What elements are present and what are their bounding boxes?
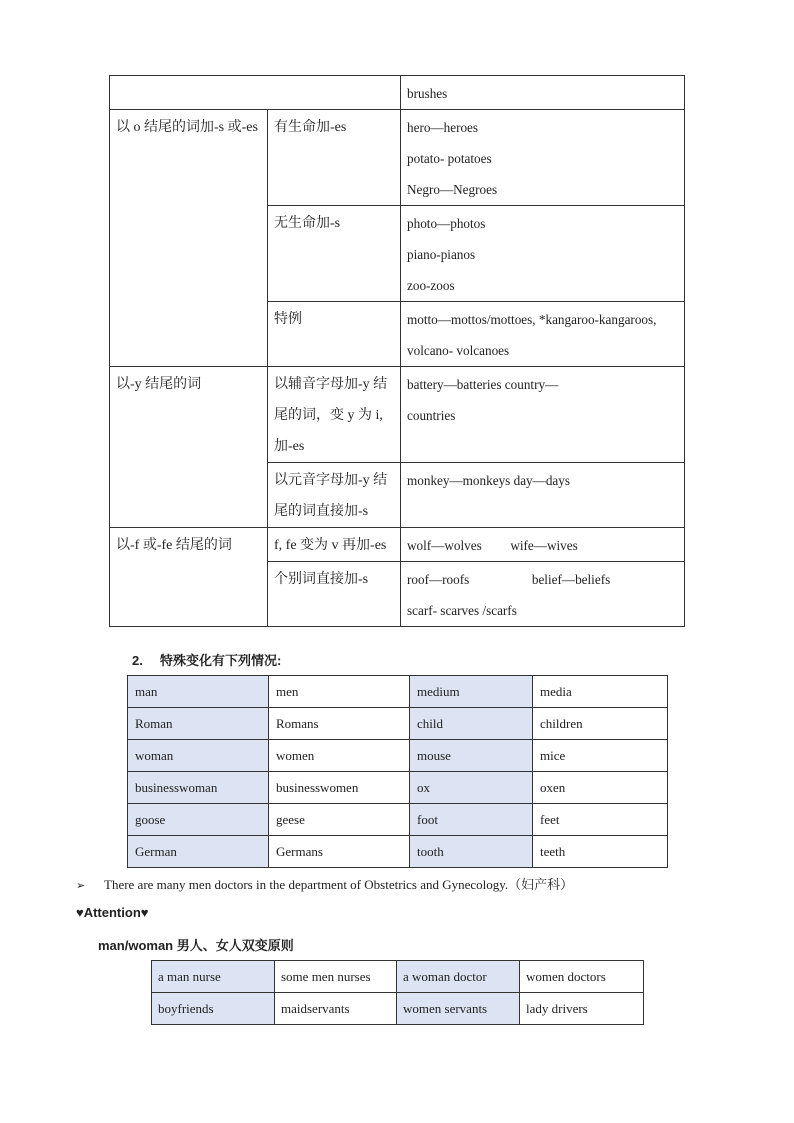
rule-cell — [268, 562, 401, 627]
category-f-ending — [110, 528, 268, 627]
plural-cell: oxen — [533, 772, 668, 804]
singular-cell: tooth — [410, 836, 533, 868]
singular-cell: goose — [128, 804, 269, 836]
rule-label: 特例 — [274, 312, 302, 327]
example-text: monkey—monkeys — [407, 473, 511, 488]
rule-label: 加-es — [274, 439, 305, 454]
plural-cell: maidservants — [275, 993, 397, 1025]
rule-cell — [268, 206, 401, 302]
section-title: 特殊变化有下列情况: — [160, 653, 282, 668]
singular-cell: ox — [410, 772, 533, 804]
rule-cell — [268, 528, 401, 562]
singular-cell: women servants — [397, 993, 520, 1025]
example-text: hero—heroes — [407, 120, 479, 135]
example-text: countries — [407, 408, 456, 423]
rule-label: 尾的词，变 y 为 i, — [274, 408, 383, 423]
plural-cell: media — [533, 676, 668, 708]
attention-heading: ♥Attention♥ — [76, 905, 149, 920]
example-line — [407, 369, 678, 400]
example-text: photo—photos — [407, 216, 486, 231]
plural-cell: Romans — [269, 708, 410, 740]
plural-cell: mice — [533, 740, 668, 772]
category-label: 以 o 结尾的词加-s 或-es — [116, 120, 258, 135]
empty-cell — [110, 76, 401, 110]
table-row — [152, 993, 644, 1025]
plural-cell: Germans — [269, 836, 410, 868]
singular-cell: woman — [128, 740, 269, 772]
table-row — [110, 528, 685, 562]
singular-cell: mouse — [410, 740, 533, 772]
table-row — [110, 110, 685, 206]
plural-cell: men — [269, 676, 410, 708]
section-heading — [132, 650, 281, 669]
singular-cell: child — [410, 708, 533, 740]
example-line — [407, 465, 678, 496]
example-sentence — [76, 874, 573, 893]
example-cell — [401, 76, 685, 110]
example-cell — [401, 528, 685, 562]
rule-title: man/woman 男人、女人双变原则 — [98, 938, 294, 953]
category-label: 以-y 结尾的词 — [116, 377, 202, 392]
rule-cell — [268, 367, 401, 463]
example-text: piano-pianos — [407, 247, 476, 262]
category-o-ending — [110, 110, 268, 367]
example-text: volcano- volcanoes — [407, 343, 510, 358]
section-number: 2. — [132, 653, 143, 668]
plural-cell: geese — [269, 804, 410, 836]
example-cell — [401, 302, 685, 367]
table-row — [152, 961, 644, 993]
rule-label: 以辅音字母加-y 结 — [274, 377, 388, 392]
example-text: Negro—Negroes — [407, 182, 498, 197]
plural-cell: children — [533, 708, 668, 740]
special-plurals-table — [127, 675, 668, 868]
man-woman-plurals-table — [151, 960, 644, 1025]
rule-cell — [268, 110, 401, 206]
rule-label: 个别词直接加-s — [274, 572, 369, 587]
example-cell — [401, 367, 685, 463]
singular-cell: Roman — [128, 708, 269, 740]
example-text: zoo-zoos — [407, 278, 455, 293]
table-row — [128, 772, 668, 804]
plural-cell: lady drivers — [520, 993, 644, 1025]
singular-cell: man — [128, 676, 269, 708]
plural-cell: some men nurses — [275, 961, 397, 993]
example-text: motto—mottos/mottoes, *kangaroo-kangaroos, — [407, 312, 657, 327]
plural-cell: women doctors — [520, 961, 644, 993]
table-row — [128, 676, 668, 708]
singular-cell: businesswoman — [128, 772, 269, 804]
sentence-text: There are many men doctors in the department of Obstetrics and Gynecology.（妇产科） — [104, 877, 574, 892]
example-text: country— — [504, 377, 559, 392]
table-row — [128, 836, 668, 868]
singular-cell: a woman doctor — [397, 961, 520, 993]
plural-cell: teeth — [533, 836, 668, 868]
table-row — [128, 740, 668, 772]
category-label: 以-f 或-fe 结尾的词 — [116, 538, 232, 553]
table-row — [128, 708, 668, 740]
table-row — [128, 804, 668, 836]
example-text: battery—batteries — [407, 377, 502, 392]
singular-cell: foot — [410, 804, 533, 836]
example-cell — [401, 463, 685, 528]
plural-cell: businesswomen — [269, 772, 410, 804]
singular-cell: medium — [410, 676, 533, 708]
example-text: roof—roofs — [407, 572, 470, 587]
example-text: belief—beliefs — [531, 572, 611, 587]
plural-cell: women — [269, 740, 410, 772]
plural-rules-table — [109, 75, 685, 627]
rule-label: 无生命加-s — [274, 216, 341, 231]
example-text: wife—wives — [510, 538, 578, 553]
example-cell — [401, 206, 685, 302]
rule-cell — [268, 463, 401, 528]
example-cell — [401, 562, 685, 627]
arrow-bullet-icon: ➢ — [76, 880, 86, 892]
example-line — [407, 564, 678, 595]
example-text: potato- potatoes — [407, 151, 492, 166]
example-text: brushes — [407, 86, 448, 101]
table-row — [110, 367, 685, 463]
rule-label: 有生命加-es — [274, 120, 347, 135]
plural-cell: feet — [533, 804, 668, 836]
example-text: scarf- scarves /scarfs — [407, 603, 517, 618]
singular-cell: a man nurse — [152, 961, 275, 993]
singular-cell: German — [128, 836, 269, 868]
category-y-ending — [110, 367, 268, 528]
example-text: wolf—wolves — [407, 538, 482, 553]
rule-cell — [268, 302, 401, 367]
rule-label: f, fe 变为 v 再加-es — [274, 538, 387, 553]
example-line — [407, 530, 678, 561]
table-row — [110, 76, 685, 110]
example-cell — [401, 110, 685, 206]
singular-cell: boyfriends — [152, 993, 275, 1025]
rule-label: 以元音字母加-y 结 — [274, 473, 388, 488]
example-text: day—days — [513, 473, 570, 488]
rule-label: 尾的词直接加-s — [274, 504, 369, 519]
